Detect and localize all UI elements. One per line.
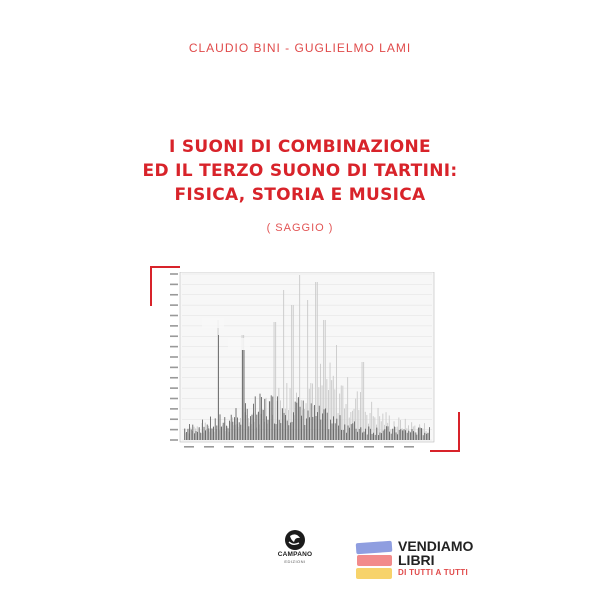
spectrum-line-dark <box>370 429 371 440</box>
spectrum-line-dark <box>239 422 240 440</box>
spectrum-line-dark <box>261 397 262 440</box>
spectrum-line-dark <box>404 429 405 440</box>
axis-tick <box>170 315 178 317</box>
spectrum-line-dark <box>231 415 232 440</box>
spectrum-line-dark <box>424 433 425 440</box>
spectrum-line-dark <box>306 418 307 440</box>
badge-title <box>398 539 473 567</box>
spectrum-line-dark <box>344 424 345 440</box>
spectrum-line-dark <box>298 397 299 440</box>
spectrum-line-dark <box>328 429 329 440</box>
spectrum-line-dark <box>324 409 325 440</box>
spectrum-line-dark <box>418 428 419 440</box>
spectrum-line-dark <box>402 430 403 440</box>
spectrum-line-dark <box>330 420 331 440</box>
publisher-name: CAMPANO <box>277 551 313 558</box>
spectrum-line-dark <box>389 432 390 440</box>
spectrum-line-dark <box>288 425 289 440</box>
spectrum-line-dark <box>396 432 397 440</box>
spectrum-line-dark <box>250 416 251 440</box>
axis-tick <box>170 325 178 327</box>
spectrum-line-dark <box>229 421 230 440</box>
spectrum-line-dark <box>373 433 374 440</box>
spectrum-line-dark <box>392 429 393 440</box>
book-title <box>0 135 600 207</box>
spectrum-line-dark <box>367 435 368 440</box>
spectrum-line-light <box>363 362 364 440</box>
axis-tick <box>170 335 178 337</box>
badge-tagline: DI TUTTI A TUTTI <box>398 568 468 577</box>
axis-tick <box>364 446 374 448</box>
spectrum-line-dark <box>343 430 344 440</box>
spectrum-line-dark <box>352 423 353 440</box>
axis-tick <box>170 273 178 275</box>
spectrum-line-dark <box>197 432 198 440</box>
spectrum-line-dark <box>362 433 363 440</box>
axis-tick <box>170 304 178 306</box>
spectrum-line-dark <box>290 423 291 440</box>
subtitle: ( SAGGIO ) <box>266 222 334 234</box>
spectrum-line-dark <box>322 413 323 440</box>
axis-tick <box>344 446 354 448</box>
axis-tick <box>170 439 178 441</box>
spectrum-line-dark <box>378 435 379 440</box>
spectrum-line-dark <box>356 429 357 440</box>
spectrum-line-dark <box>314 405 315 440</box>
spectrum-line-dark <box>303 401 304 440</box>
spectrum-line-dark <box>332 423 333 440</box>
spectrum-line-dark <box>426 434 427 440</box>
spectrum-line-dark <box>272 397 273 440</box>
spectrum-line-dark <box>244 350 245 440</box>
spectrum-line-light <box>274 322 275 440</box>
spectrum-line-dark <box>365 429 366 440</box>
spectrum-line-dark <box>368 426 369 440</box>
spectrum-line-dark <box>341 430 342 440</box>
spectrum-line-dark <box>399 430 400 440</box>
spectrum-line-dark <box>208 428 209 440</box>
spectrum-line-dark <box>428 433 429 440</box>
book-stack-icon <box>354 538 394 582</box>
axis-tick <box>170 356 178 358</box>
spectrum-line-dark <box>354 421 355 440</box>
axis-tick <box>284 446 294 448</box>
spectrum-line-dark <box>383 431 384 440</box>
spectrum-line-dark <box>245 403 246 440</box>
publisher-subtitle: EDIZIONI <box>284 559 306 564</box>
spectrum-line-dark <box>204 427 205 440</box>
spectrum-line-dark <box>188 429 189 440</box>
spectrum-line-dark <box>218 335 219 440</box>
spectrum-line-dark <box>293 412 294 440</box>
spectrum-line-dark <box>333 416 334 440</box>
spectrum-line-dark <box>429 427 430 440</box>
badge-line-1: VENDIAMO <box>398 538 474 554</box>
spectrum-line-dark <box>221 427 222 440</box>
spectrum-line-dark <box>266 416 267 440</box>
spectrum-line-dark <box>260 394 261 440</box>
spectrum-line-dark <box>226 426 227 440</box>
spectrum-line-dark <box>319 406 320 440</box>
spectrum-line-dark <box>258 412 259 440</box>
spectrum-line-dark <box>200 433 201 440</box>
spectrum-line-dark <box>391 434 392 440</box>
axis-tick <box>170 377 178 379</box>
spectrum-line-dark <box>215 418 216 440</box>
spectrum-line-dark <box>375 435 376 440</box>
spectrum-line-dark <box>207 425 208 440</box>
spectrum-line-dark <box>284 413 285 440</box>
spectrum-line-dark <box>285 415 286 440</box>
axis-tick <box>170 429 178 431</box>
axis-tick <box>170 284 178 286</box>
spectrum-line-dark <box>242 350 243 440</box>
spectrum-line-dark <box>340 415 341 440</box>
axis-tick <box>264 446 274 448</box>
spectrum-line-dark <box>312 417 313 440</box>
spectrum-line-dark <box>268 420 269 440</box>
spectrum-line-dark <box>338 426 339 440</box>
spectrum-line-dark <box>360 427 361 440</box>
axis-tick <box>224 446 234 448</box>
spectrum-line-dark <box>189 424 190 440</box>
spectrum-line-dark <box>194 433 195 440</box>
spectrum-line-dark <box>196 431 197 440</box>
title-line-2: ED IL TERZO SUONO DI TARTINI: <box>142 161 458 181</box>
spectrum-line-dark <box>410 432 411 440</box>
axis-tick <box>170 408 178 410</box>
spectrum-line-dark <box>346 433 347 440</box>
axis-tick <box>304 446 314 448</box>
axis-tick <box>384 446 394 448</box>
axis-tick <box>404 446 414 448</box>
spectrum-line-dark <box>292 422 293 440</box>
spectrum-line-dark <box>296 403 297 440</box>
axis-tick <box>170 367 178 369</box>
spectrum-line-dark <box>301 416 302 440</box>
spectrum-line-dark <box>240 425 241 440</box>
spectrum-line-dark <box>397 434 398 440</box>
spectrum-line-dark <box>348 425 349 440</box>
spectrum-line-dark <box>223 423 224 440</box>
spectrum-line-dark <box>308 411 309 440</box>
spectrum-line-dark <box>316 416 317 440</box>
spectrum-line-dark <box>255 396 256 440</box>
spectrum-line-dark <box>416 435 417 440</box>
spectrum-line-dark <box>220 414 221 440</box>
spectrum-line-dark <box>295 402 296 440</box>
spectrum-line-dark <box>420 428 421 440</box>
title-line-1: I SUONI DI COMBINAZIONE <box>169 137 431 157</box>
spectrum-line-dark <box>388 426 389 440</box>
spectrum-line-dark <box>232 422 233 440</box>
spectrum-line-dark <box>263 410 264 440</box>
axis-tick <box>170 294 178 296</box>
spectrum-line-dark <box>351 424 352 440</box>
spectrum-line-light <box>362 362 363 440</box>
axis-tick <box>204 446 214 448</box>
spectrum-line-dark <box>394 427 395 440</box>
spectrum-line-dark <box>381 433 382 440</box>
spectrum-line-dark <box>186 432 187 440</box>
axis-tick <box>170 398 178 400</box>
spectrum-line-dark <box>359 429 360 440</box>
spectrum-line-dark <box>317 412 318 440</box>
spectrum-line-dark <box>349 428 350 440</box>
spectrum-line-dark <box>234 417 235 440</box>
axis-tick <box>184 446 194 448</box>
spectrum-line-dark <box>400 429 401 440</box>
spectrum-line-dark <box>253 404 254 440</box>
spectrum-line-dark <box>423 435 424 440</box>
spectrum-line-dark <box>280 423 281 440</box>
spectrum-line-dark <box>199 427 200 440</box>
badge-line-2: LIBRI <box>398 552 435 568</box>
spectrum-line-dark <box>213 427 214 440</box>
spectrum-line-dark <box>408 431 409 440</box>
axis-tick <box>244 446 254 448</box>
axis-tick <box>170 418 178 420</box>
spectrum-line-light <box>291 305 292 440</box>
spectrum-line-dark <box>205 430 206 440</box>
spectrum-line-dark <box>228 428 229 440</box>
spectrum-line-dark <box>415 432 416 440</box>
spectrum-line-dark <box>300 407 301 440</box>
spectrum-line-dark <box>202 420 203 440</box>
spectrum-line-dark <box>269 401 270 440</box>
spectrum-line-dark <box>320 420 321 440</box>
spectrum-line-light <box>275 322 276 440</box>
spectrum-line-dark <box>372 434 373 440</box>
spectrum-line-dark <box>191 429 192 440</box>
spectrum-line-dark <box>405 430 406 440</box>
spectrum-line-dark <box>386 426 387 440</box>
spectrum-line-dark <box>413 431 414 440</box>
spectrum-line-dark <box>335 423 336 440</box>
spectrum-line-dark <box>276 424 277 440</box>
spectrum-line-dark <box>237 418 238 440</box>
spectrum-line-dark <box>421 428 422 440</box>
spectrum-line-dark <box>210 417 211 440</box>
spectrum-line-dark <box>277 396 278 440</box>
spectrum-line-dark <box>271 395 272 440</box>
spectrum-line-dark <box>282 408 283 440</box>
spectrum-line-dark <box>309 417 310 440</box>
spectrum-line-dark <box>248 426 249 440</box>
spectrum-line-dark <box>274 424 275 440</box>
authors: CLAUDIO BINI - GUGLIELMO LAMI <box>188 41 412 55</box>
spectrum-line-dark <box>364 432 365 440</box>
spectrum-line-dark <box>325 408 326 440</box>
spectrum-line-dark <box>192 425 193 440</box>
spectrum-line-dark <box>252 415 253 440</box>
spectrum-line-dark <box>407 433 408 440</box>
spectrum-line-dark <box>412 429 413 440</box>
axis-tick <box>170 346 178 348</box>
axis-tick <box>324 446 334 448</box>
spectrum-line-dark <box>247 409 248 440</box>
spectrum-line-dark <box>212 429 213 440</box>
spectrum-line-dark <box>279 420 280 440</box>
spectrum-line-dark <box>264 399 265 440</box>
axis-tick <box>170 387 178 389</box>
spectrum-line-dark <box>236 408 237 440</box>
spectrum-line-dark <box>336 419 337 440</box>
spectrum-line-dark <box>357 432 358 440</box>
spectrum-line-dark <box>287 421 288 440</box>
spectrum-line-dark <box>304 425 305 440</box>
spectrum-line-dark <box>256 415 257 440</box>
spectrum-line-dark <box>311 403 312 440</box>
spectrum-line-dark <box>224 417 225 440</box>
spectrum-line-dark <box>384 429 385 440</box>
title-line-3: FISICA, STORIA E MUSICA <box>174 185 426 205</box>
spectrum-line-dark <box>376 428 377 440</box>
spectrum-illustration <box>166 272 436 454</box>
spectrum-line-dark <box>327 413 328 440</box>
spectrum-line-dark <box>184 429 185 440</box>
spectrum-line-dark <box>380 433 381 440</box>
spectrum-line-dark <box>216 425 217 440</box>
